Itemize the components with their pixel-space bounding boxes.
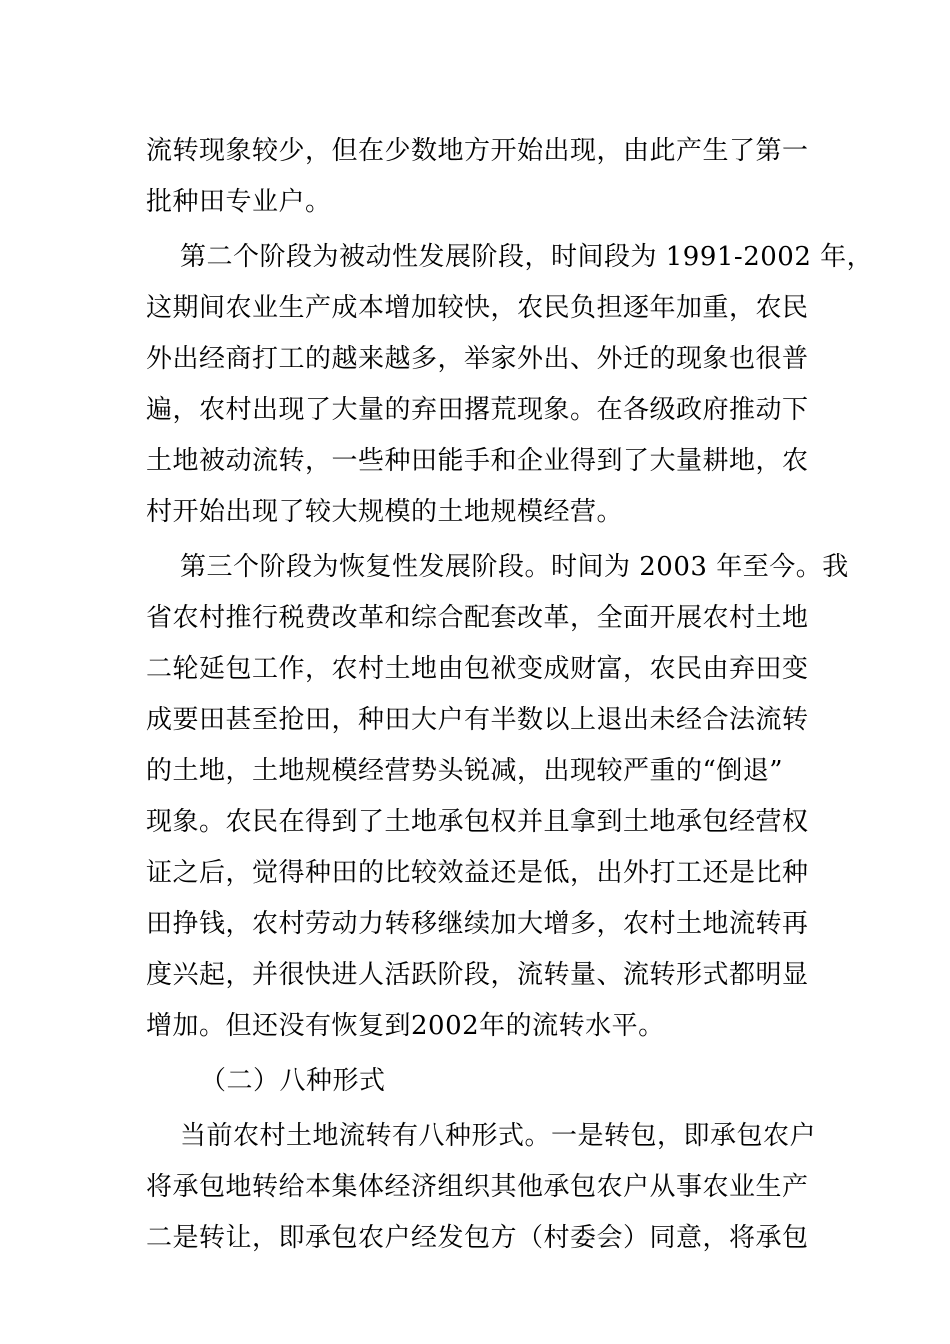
text-line: 的土地，土地规模经营势头锐减，出现较严重的“倒退” [146,756,784,786]
text-line: 这期间农业生产成本增加较快，农民负担逐年加重，农民 [146,293,809,323]
paragraph-start: 第二个阶段为被动性发展阶段，时间段为 1991-2002 年， [180,242,874,272]
text-line: 土地被动流转，一些种田能手和企业得到了大量耕地，农 [146,446,809,476]
text-line: 遍，农村出现了大量的弃田撂荒现象。在各级政府推动下 [146,395,809,425]
text-line: 增加。但还没有恢复到2002年的流转水平。 [146,1011,665,1041]
text-line: 度兴起，并很快进人活跃阶段，流转量、流转形式都明显 [146,960,809,990]
text-line: 二是转让，即承包农户经发包方（村委会）同意，将承包 [146,1223,809,1253]
body-text [146,126,874,1264]
paragraph-start: 第三个阶段为恢复性发展阶段。时间为 2003 年至今。我 [180,552,849,582]
section-heading: （二）八种形式 [200,1066,386,1096]
text-line: 流转现象较少，但在少数地方开始出现，由此产生了第一 [146,136,809,166]
text-line: 村开始出现了较大规模的土地规模经营。 [146,497,624,527]
text-line: 批种田专业户。 [146,187,332,217]
text-line: 二轮延包工作，农村土地由包袱变成财富，农民由弃田变 [146,654,809,684]
text-line: 省农村推行税费改革和综合配套改革，全面开展农村土地 [146,603,809,633]
text-line: 外出经商打工的越来越多，举家外出、外迁的现象也很普 [146,344,809,374]
text-line: 成要田甚至抢田，种田大户有半数以上退出未经合法流转 [146,705,809,735]
text-line: 证之后，觉得种田的比较效益还是低，出外打工还是比种 [146,858,809,888]
text-line: 田挣钱，农村劳动力转移继续加大增多，农村土地流转再 [146,909,809,939]
text-line: 现象。农民在得到了土地承包权并且拿到土地承包经营权 [146,807,809,837]
text-line: 将承包地转给本集体经济组织其他承包农户从事农业生产 [146,1172,809,1202]
paragraph-start: 当前农村土地流转有八种形式。一是转包，即承包农户 [180,1121,817,1151]
